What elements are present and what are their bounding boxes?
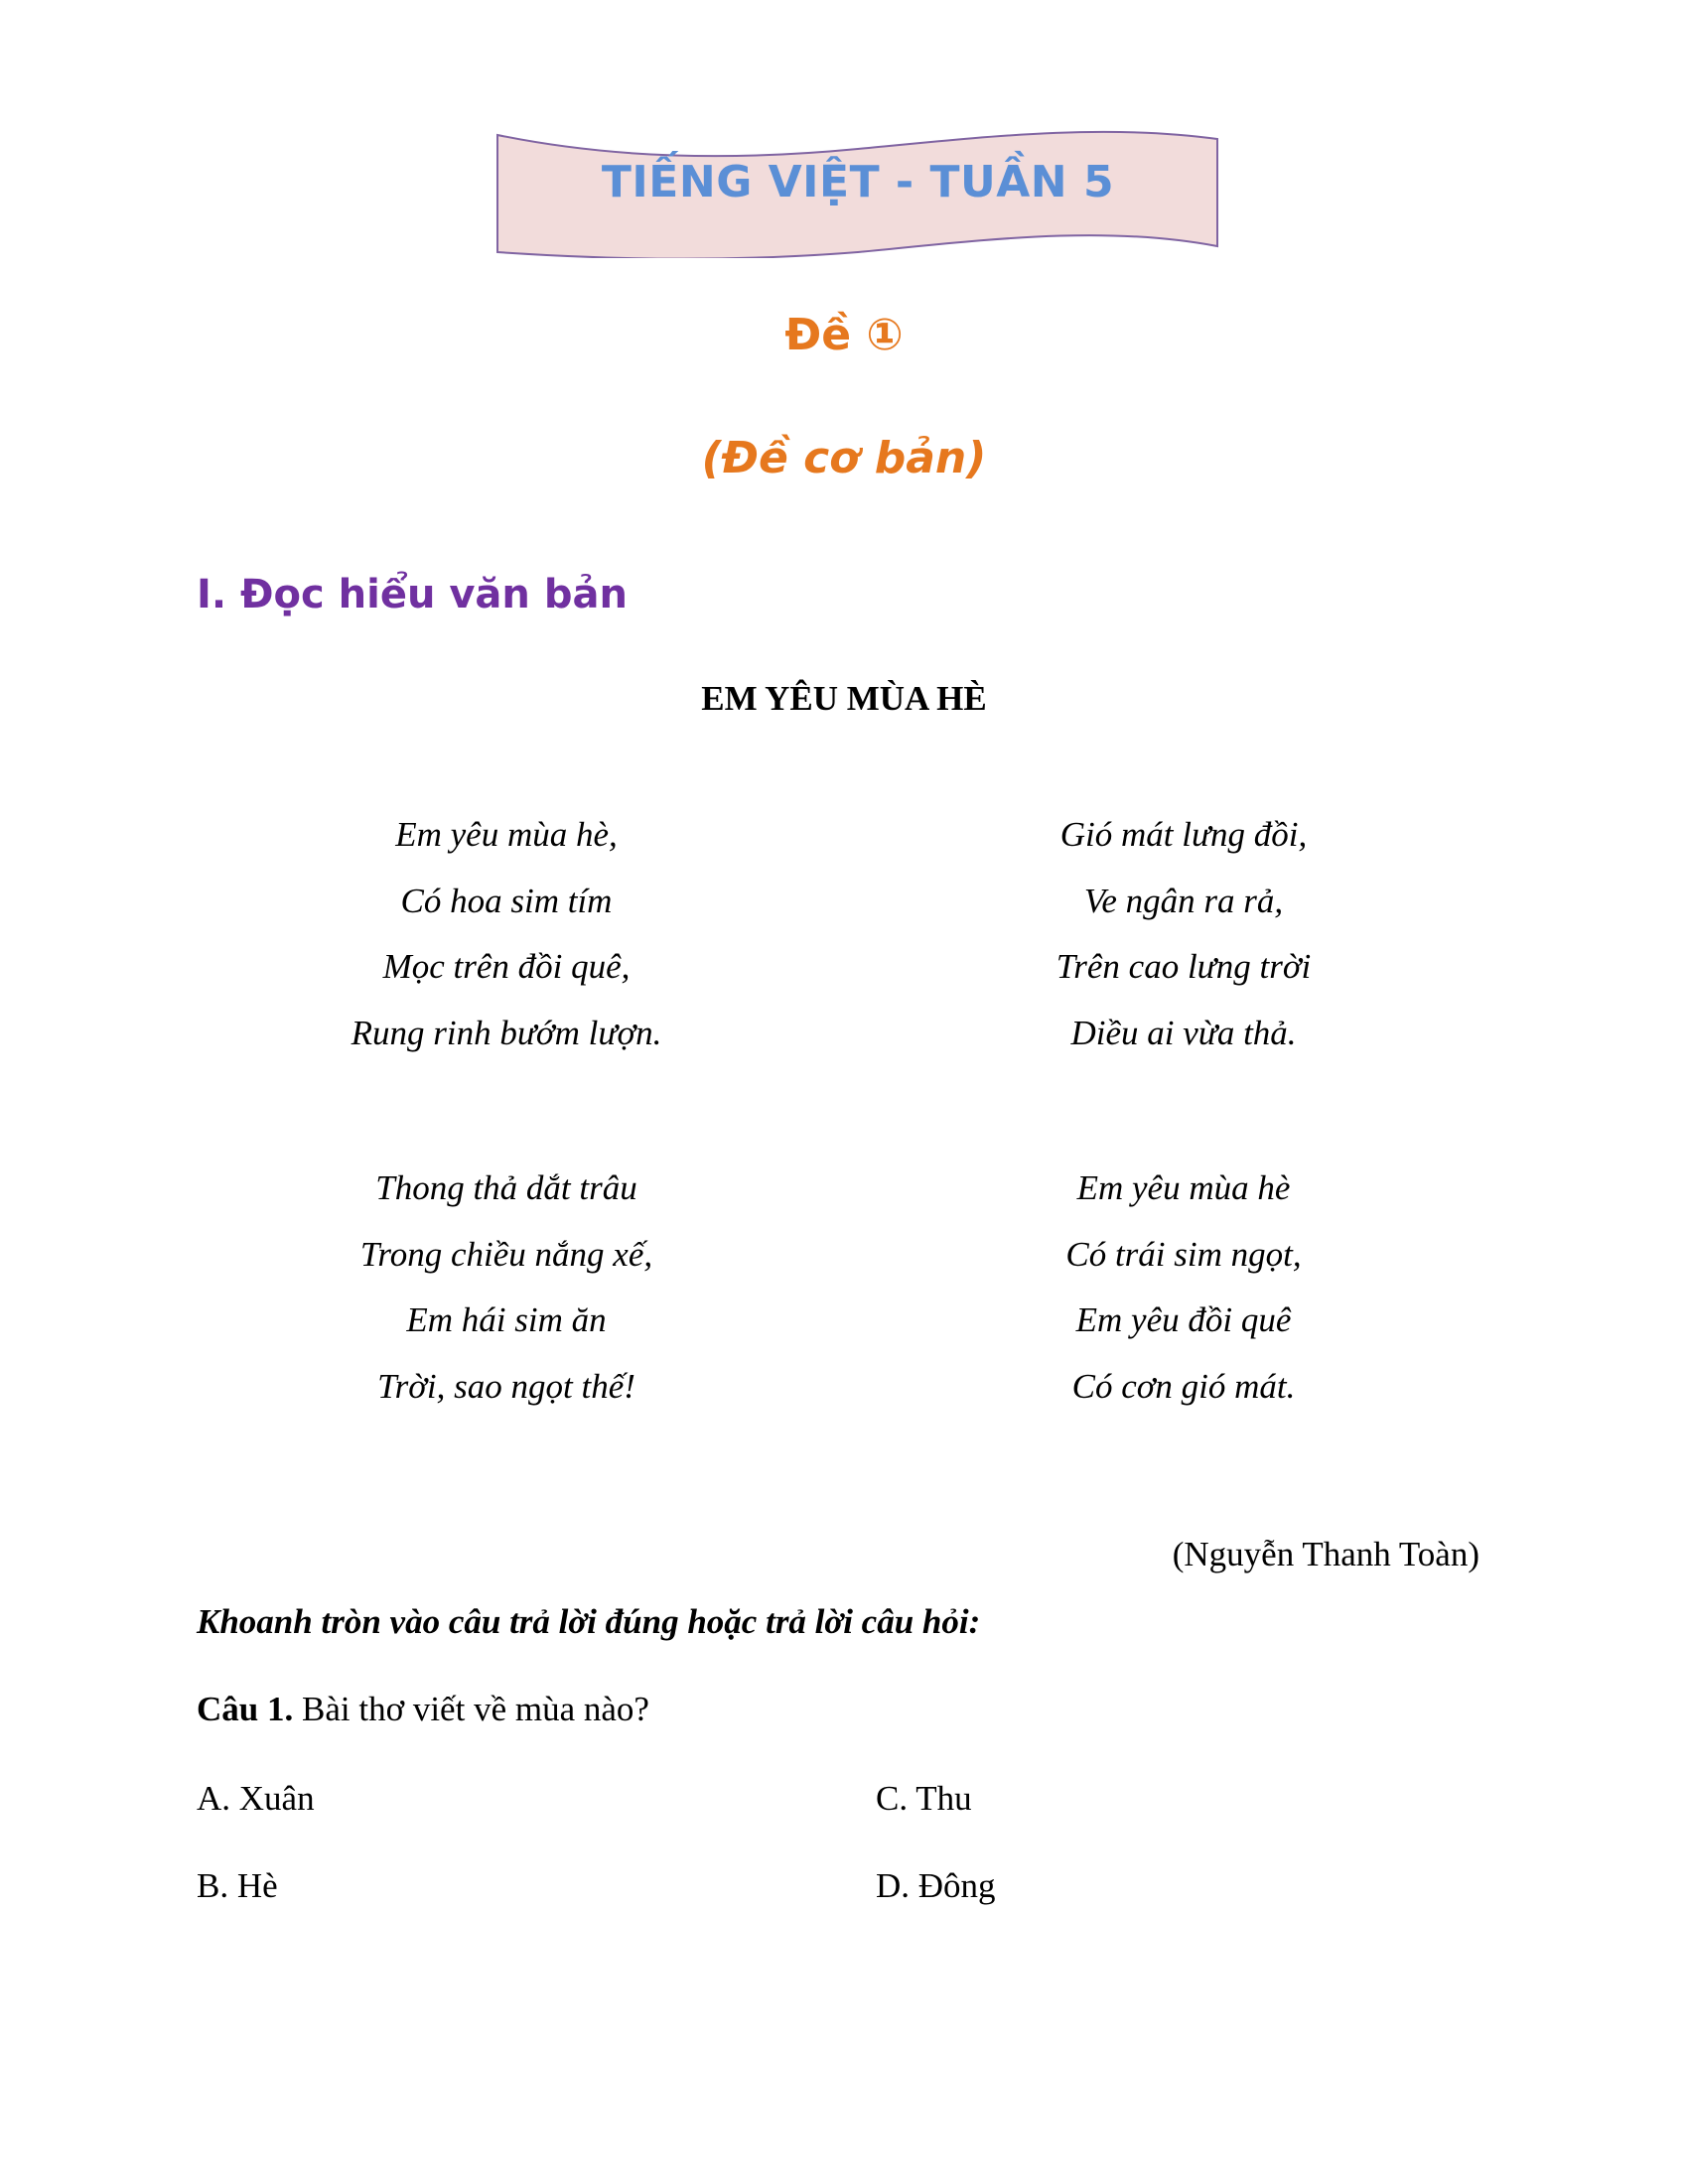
poem-stanza-3	[278, 1156, 735, 1420]
poem-line: Trên cao lưng trời	[1055, 947, 1312, 986]
poem-line: Có hoa sim tím	[400, 881, 613, 920]
question-1	[197, 1690, 649, 1729]
answer-option-c[interactable]: C. Thu	[876, 1779, 972, 1818]
poem-line: Diều ai vừa thả.	[1070, 1013, 1297, 1052]
question-label: Câu 1.	[197, 1690, 294, 1728]
poem-line: Ve ngân ra rả,	[1083, 881, 1284, 920]
poem-stanza-1	[278, 802, 735, 1066]
poem-line: Em hái sim ăn	[406, 1300, 607, 1339]
poem-line: Rung rinh bướm lượn.	[351, 1013, 662, 1052]
poem-line: Có trái sim ngọt,	[1065, 1234, 1302, 1274]
poem-line: Gió mát lưng đồi,	[1059, 815, 1308, 854]
poem-line: Thong thả dắt trâu	[375, 1168, 637, 1207]
question-text: Bài thơ viết về mùa nào?	[293, 1690, 649, 1728]
poem-line: Em yêu đồi quê	[1075, 1300, 1292, 1339]
answer-option-b[interactable]: B. Hè	[197, 1866, 278, 1905]
poem-line: Có cơn gió mát.	[1071, 1366, 1296, 1406]
answer-option-a[interactable]: A. Xuân	[197, 1779, 315, 1818]
poem-line: Trời, sao ngọt thế!	[377, 1366, 635, 1406]
section-heading: I. Đọc hiểu văn bản	[197, 572, 628, 617]
exam-level: (Đề cơ bản)	[701, 433, 987, 483]
instruction-text: Khoanh tròn vào câu trả lời đúng hoặc trả lời câu hỏi:	[197, 1602, 981, 1641]
title-banner	[494, 129, 1221, 258]
exam-number: Đề ①	[784, 310, 904, 360]
banner-title: TIẾNG VIỆT - TUẦN 5	[601, 157, 1115, 207]
poem-stanza-4	[955, 1156, 1412, 1420]
poem-line: Em yêu mùa hè,	[395, 815, 618, 854]
poem-author: (Nguyễn Thanh Toàn)	[1172, 1535, 1479, 1573]
poem-line: Em yêu mùa hè	[1076, 1168, 1291, 1207]
poem-line: Trong chiều nắng xế,	[359, 1234, 653, 1274]
poem-line: Mọc trên đồi quê,	[382, 947, 631, 986]
answer-option-d[interactable]: D. Đông	[876, 1866, 996, 1905]
poem-title: EM YÊU MÙA HÈ	[701, 679, 987, 718]
poem-stanza-2	[955, 802, 1412, 1066]
